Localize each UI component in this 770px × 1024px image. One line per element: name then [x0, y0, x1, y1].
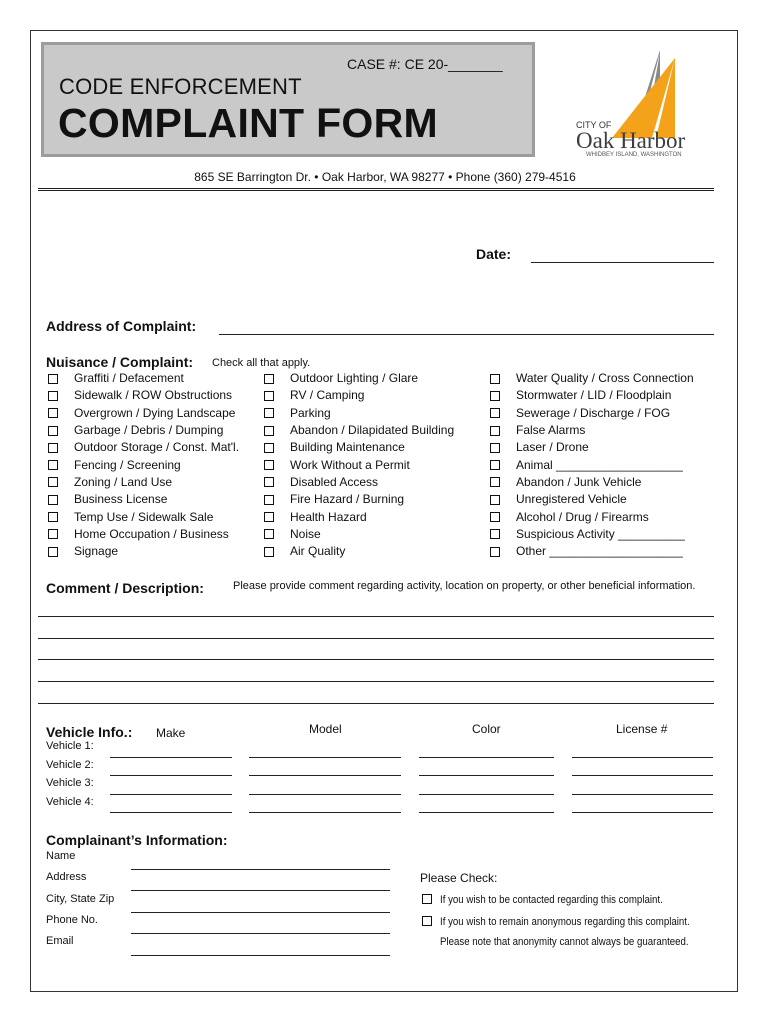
contact-checkbox[interactable] — [422, 894, 432, 904]
checkbox[interactable] — [264, 408, 274, 418]
checkbox[interactable] — [264, 460, 274, 470]
header-divider — [38, 188, 714, 191]
nuisance-item[interactable]: Garbage / Debris / Dumping — [48, 422, 239, 439]
vehicle-make-field[interactable] — [110, 812, 232, 813]
anonymity-note: Please note that anonymity cannot always be guaranteed. — [440, 936, 689, 948]
complainant-address-field[interactable] — [131, 890, 390, 891]
logo-city-of: CITY OF — [576, 120, 612, 130]
vehicle-row-label: Vehicle 2: — [46, 759, 94, 771]
complainant-city-label: City, State Zip — [46, 893, 115, 905]
checkbox[interactable] — [264, 374, 274, 384]
vehicle-info-title: Vehicle Info.: — [46, 724, 133, 740]
vehicle-license-field[interactable] — [572, 794, 713, 795]
department-name: CODE ENFORCEMENT — [59, 74, 302, 99]
checkbox[interactable] — [48, 443, 58, 453]
checkbox[interactable] — [490, 547, 500, 557]
checkbox[interactable] — [48, 426, 58, 436]
checkbox[interactable] — [264, 443, 274, 453]
comment-line[interactable] — [38, 616, 714, 617]
checkbox[interactable] — [264, 529, 274, 539]
nuisance-item[interactable]: Sewerage / Discharge / FOG — [490, 405, 694, 422]
complainant-phone-field[interactable] — [131, 933, 390, 934]
vehicle-make-field[interactable] — [110, 757, 232, 758]
nuisance-item[interactable]: RV / Camping — [264, 387, 454, 404]
complainant-email-label: Email — [46, 935, 74, 947]
checkbox[interactable] — [48, 529, 58, 539]
logo-tagline: WHIDBEY ISLAND, WASHINGTON — [586, 152, 682, 158]
checkbox[interactable] — [490, 391, 500, 401]
comment-line[interactable] — [38, 703, 714, 704]
checkbox[interactable] — [48, 460, 58, 470]
nuisance-hint: Check all that apply. — [212, 357, 311, 369]
vehicle-header-color: Color — [472, 722, 501, 736]
nuisance-item[interactable]: Work Without a Permit — [264, 456, 454, 473]
checkbox[interactable] — [48, 495, 58, 505]
vehicle-row-label: Vehicle 1: — [46, 740, 94, 752]
vehicle-color-field[interactable] — [419, 812, 554, 813]
office-address: 865 SE Barrington Dr. • Oak Harbor, WA 98277 • Phone (360) 279-4516 — [194, 170, 576, 184]
date-field[interactable] — [531, 262, 714, 263]
vehicle-header-license: License # — [616, 722, 668, 736]
vehicle-model-field[interactable] — [249, 812, 401, 813]
anonymous-option-text: If you wish to remain anonymous regarding this complaint. — [440, 916, 690, 928]
please-check-label: Please Check: — [420, 871, 498, 885]
vehicle-model-field[interactable] — [249, 775, 401, 776]
vehicle-model-field[interactable] — [249, 757, 401, 758]
nuisance-item[interactable]: Stormwater / LID / Floodplain — [490, 387, 694, 404]
nuisance-item[interactable]: Health Hazard — [264, 508, 454, 525]
nuisance-item[interactable]: Building Maintenance — [264, 439, 454, 456]
nuisance-item[interactable]: Temp Use / Sidewalk Sale — [48, 508, 239, 525]
nuisance-item[interactable]: False Alarms — [490, 422, 694, 439]
checkbox[interactable] — [490, 460, 500, 470]
nuisance-item[interactable]: Home Occupation / Business — [48, 526, 239, 543]
case-number-label: CASE #: CE 20-_______ — [347, 56, 503, 72]
checkbox[interactable] — [264, 391, 274, 401]
vehicle-header-model: Model — [309, 722, 342, 736]
vehicle-license-field[interactable] — [572, 757, 713, 758]
nuisance-title: Nuisance / Complaint: — [46, 354, 194, 370]
vehicle-header-make: Make — [156, 726, 186, 740]
nuisance-item[interactable]: Other ____________________ — [490, 543, 694, 560]
comment-line[interactable] — [38, 638, 714, 639]
nuisance-item[interactable]: Water Quality / Cross Connection — [490, 370, 694, 387]
nuisance-item[interactable]: Suspicious Activity __________ — [490, 526, 694, 543]
comment-line[interactable] — [38, 681, 714, 682]
nuisance-item[interactable]: Laser / Drone — [490, 439, 694, 456]
comment-title: Comment / Description: — [46, 580, 204, 596]
complainant-name-field[interactable] — [131, 869, 390, 870]
checkbox[interactable] — [48, 547, 58, 557]
complainant-phone-label: Phone No. — [46, 914, 98, 926]
nuisance-item[interactable]: Alcohol / Drug / Firearms — [490, 508, 694, 525]
nuisance-column-3 — [490, 370, 694, 560]
nuisance-item[interactable]: Abandon / Junk Vehicle — [490, 474, 694, 491]
checkbox[interactable] — [264, 547, 274, 557]
checkbox[interactable] — [490, 374, 500, 384]
checkbox[interactable] — [490, 495, 500, 505]
comment-line[interactable] — [38, 659, 714, 660]
checkbox[interactable] — [490, 443, 500, 453]
nuisance-item[interactable]: Overgrown / Dying Landscape — [48, 405, 239, 422]
vehicle-model-field[interactable] — [249, 794, 401, 795]
nuisance-item[interactable]: Parking — [264, 405, 454, 422]
checkbox[interactable] — [264, 495, 274, 505]
checkbox[interactable] — [48, 408, 58, 418]
complainant-address-label: Address — [46, 871, 87, 883]
address-of-complaint-field[interactable] — [219, 334, 714, 335]
complainant-info-title: Complainant’s Information: — [46, 832, 228, 848]
nuisance-item[interactable]: Zoning / Land Use — [48, 474, 239, 491]
vehicle-license-field[interactable] — [572, 812, 713, 813]
checkbox[interactable] — [490, 512, 500, 522]
date-label: Date: — [476, 246, 512, 262]
checkbox[interactable] — [490, 408, 500, 418]
nuisance-item[interactable]: Outdoor Lighting / Glare — [264, 370, 454, 387]
nuisance-item[interactable]: Fire Hazard / Burning — [264, 491, 454, 508]
vehicle-license-field[interactable] — [572, 775, 713, 776]
checkbox[interactable] — [490, 426, 500, 436]
vehicle-make-field[interactable] — [110, 794, 232, 795]
complainant-name-label: Name — [46, 850, 76, 862]
checkbox[interactable] — [48, 374, 58, 384]
comment-hint: Please provide comment regarding activity, location on property, or other beneficial information. — [233, 580, 696, 592]
nuisance-item[interactable]: Outdoor Storage / Const. Mat'l. — [48, 439, 239, 456]
form-title: COMPLAINT FORM — [58, 100, 438, 146]
checkbox[interactable] — [264, 477, 274, 487]
checkbox[interactable] — [48, 391, 58, 401]
contact-option-text: If you wish to be contacted regarding this complaint. — [440, 894, 663, 906]
vehicle-make-field[interactable] — [110, 775, 232, 776]
checkbox[interactable] — [48, 477, 58, 487]
address-of-complaint-label: Address of Complaint: — [46, 318, 197, 334]
vehicle-color-field[interactable] — [419, 757, 554, 758]
nuisance-item[interactable]: Signage — [48, 543, 239, 560]
vehicle-color-field[interactable] — [419, 775, 554, 776]
anonymous-checkbox[interactable] — [422, 916, 432, 926]
nuisance-item[interactable]: Abandon / Dilapidated Building — [264, 422, 454, 439]
checkbox[interactable] — [490, 529, 500, 539]
checkbox[interactable] — [264, 512, 274, 522]
checkbox[interactable] — [490, 477, 500, 487]
vehicle-color-field[interactable] — [419, 794, 554, 795]
nuisance-item[interactable]: Graffiti / Defacement — [48, 370, 239, 387]
vehicle-row-label: Vehicle 3: — [46, 777, 94, 789]
checkbox[interactable] — [264, 426, 274, 436]
complainant-email-field[interactable] — [131, 955, 390, 956]
nuisance-item[interactable]: Air Quality — [264, 543, 454, 560]
nuisance-item[interactable]: Disabled Access — [264, 474, 454, 491]
checkbox[interactable] — [48, 512, 58, 522]
logo-name: Oak Harbor — [576, 128, 686, 153]
oak-harbor-logo — [572, 50, 704, 162]
nuisance-item[interactable]: Unregistered Vehicle — [490, 491, 694, 508]
nuisance-column-2 — [264, 370, 454, 560]
vehicle-row-label: Vehicle 4: — [46, 796, 94, 808]
nuisance-item[interactable]: Noise — [264, 526, 454, 543]
nuisance-item[interactable]: Animal ___________________ — [490, 456, 694, 473]
nuisance-item[interactable]: Business License — [48, 491, 239, 508]
nuisance-item[interactable]: Fencing / Screening — [48, 456, 239, 473]
complainant-city-field[interactable] — [131, 912, 390, 913]
nuisance-column-1 — [48, 370, 239, 560]
nuisance-item[interactable]: Sidewalk / ROW Obstructions — [48, 387, 239, 404]
